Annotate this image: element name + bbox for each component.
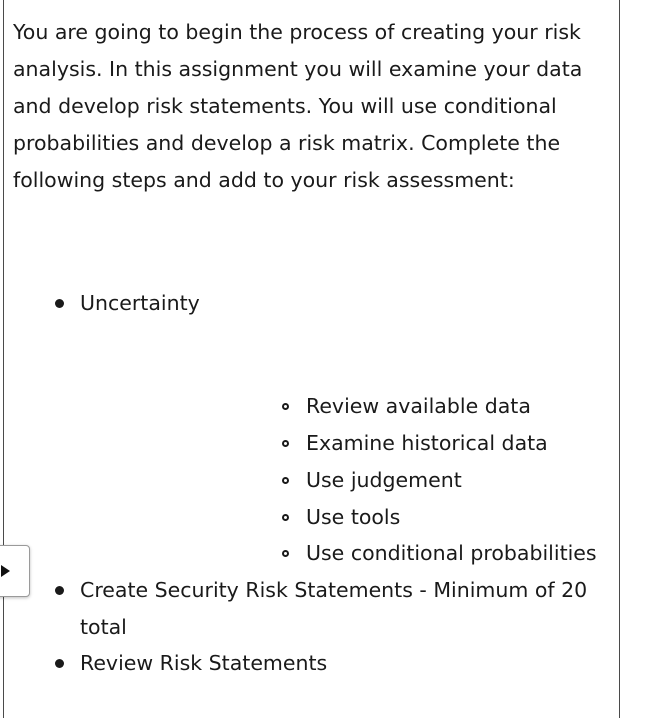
sub-list-item	[306, 499, 400, 536]
hollow-bullet-icon	[282, 514, 289, 521]
arrow-right-icon	[1, 565, 10, 577]
expand-sidebar-button[interactable]	[0, 545, 30, 597]
hollow-bullet-icon	[282, 550, 289, 557]
bullet-icon	[55, 586, 64, 595]
bullet-icon	[55, 299, 64, 308]
bullet-icon	[55, 659, 64, 668]
list-item-review-statements	[80, 645, 327, 682]
sub-list-item-label: Examine historical data	[306, 431, 548, 455]
sub-list-item-label: Use judgement	[306, 468, 462, 492]
sub-list-item	[306, 388, 531, 425]
list-item-continuation	[80, 609, 127, 646]
list-item-label: Uncertainty	[80, 291, 200, 315]
list-item-label-continued: total	[80, 615, 127, 639]
list-item-create-statements	[80, 572, 587, 609]
sub-list-item	[306, 535, 597, 572]
sub-list-item-label: Review available data	[306, 394, 531, 418]
hollow-bullet-icon	[282, 477, 289, 484]
list-item-uncertainty	[80, 285, 200, 322]
sub-list-item-label: Use conditional probabilities	[306, 541, 597, 565]
hollow-bullet-icon	[282, 403, 289, 410]
intro-paragraph: You are going to begin the process of creating your risk analysis. In this assignment you will examine your data and develop risk statements. You will use conditional probabilities and develop a risk matrix. Complete the following steps and add to your risk assessment:	[13, 20, 583, 192]
sub-list-item	[306, 462, 462, 499]
sub-list-item	[306, 425, 548, 462]
list-item-label: Create Security Risk Statements - Minimum of 20	[80, 578, 588, 602]
hollow-bullet-icon	[282, 440, 289, 447]
list-item-label: Review Risk Statements	[80, 651, 328, 675]
sub-list-item-label: Use tools	[306, 505, 401, 529]
